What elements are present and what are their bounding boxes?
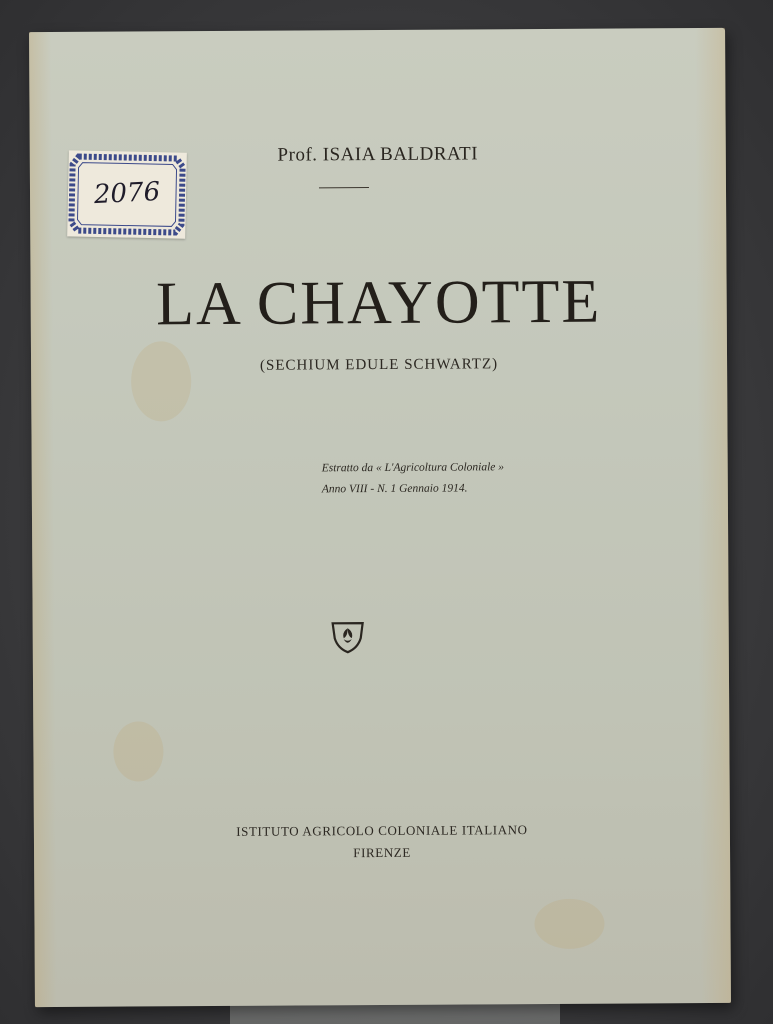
foxing-spot — [131, 341, 191, 421]
publisher-name: ISTITUTO AGRICOLO COLONIALE ITALIANO — [236, 822, 528, 839]
document-subtitle: (SECHIUM EDULE SCHWARTZ) — [259, 356, 499, 374]
author-name: Prof. ISAIA BALDRATI — [277, 143, 479, 166]
booklet-cover — [29, 28, 731, 1007]
library-catalog-label — [67, 150, 187, 238]
foxing-spot — [113, 721, 163, 781]
catalog-number: 2076 — [93, 176, 161, 211]
document-title: LA CHAYOTTE — [155, 267, 602, 339]
foxing-spot — [534, 899, 604, 949]
publisher-city: FIRENZE — [353, 844, 411, 861]
extract-note — [322, 457, 505, 500]
extract-note-line-1: Estratto da « L'Agricoltura Coloniale » — [321, 461, 505, 475]
extract-note-line-2: Anno VIII - N. 1 Gennaio 1914. — [321, 482, 468, 496]
shield-emblem-icon — [330, 618, 366, 654]
title-divider — [319, 187, 369, 188]
publisher-block — [34, 818, 730, 866]
